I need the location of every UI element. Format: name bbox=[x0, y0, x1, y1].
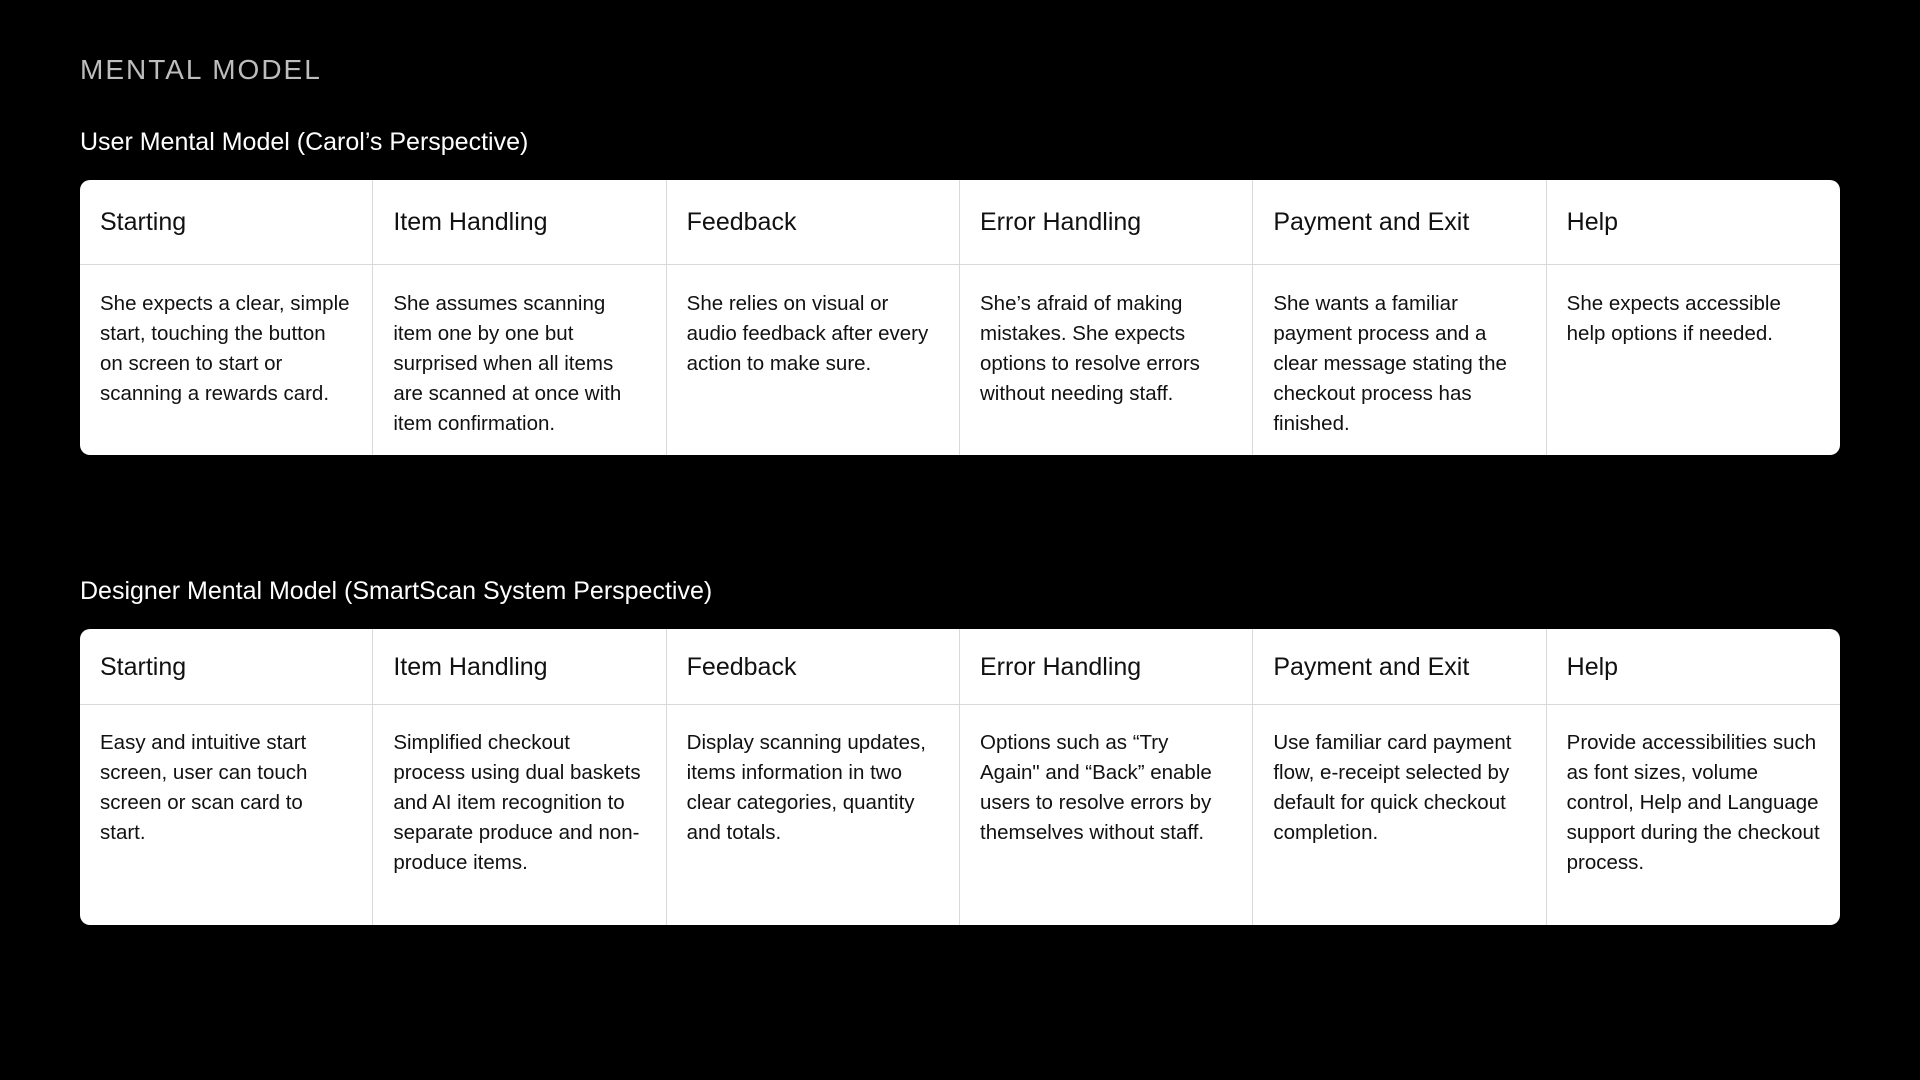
designer-model-title: Designer Mental Model (SmartScan System Perspective) bbox=[80, 577, 713, 605]
user-mental-model-table bbox=[80, 180, 1840, 455]
user-header-payment-and-exit: Payment and Exit bbox=[1253, 180, 1546, 265]
designer-body-error-handling: Options such as “Try Again" and “Back” enable users to resolve errors by themselves without staff. bbox=[960, 705, 1253, 925]
designer-header-error-handling: Error Handling bbox=[960, 629, 1253, 705]
designer-header-help: Help bbox=[1547, 629, 1840, 705]
page-label: MENTAL MODEL bbox=[80, 54, 322, 85]
user-body-error-handling: She’s afraid of making mistakes. She expects options to resolve errors without needing staff. bbox=[960, 265, 1253, 455]
designer-body-payment-and-exit: Use familiar card payment flow, e-receipt selected by default for quick checkout completion. bbox=[1253, 705, 1546, 925]
user-model-title: User Mental Model (Carol’s Perspective) bbox=[80, 128, 529, 156]
user-header-error-handling: Error Handling bbox=[960, 180, 1253, 265]
designer-header-item-handling: Item Handling bbox=[373, 629, 666, 705]
designer-body-starting: Easy and intuitive start screen, user can touch screen or scan card to start. bbox=[80, 705, 373, 925]
user-header-item-handling: Item Handling bbox=[373, 180, 666, 265]
designer-mental-model-table bbox=[80, 629, 1840, 925]
designer-body-feedback: Display scanning updates, items information in two clear categories, quantity and totals. bbox=[667, 705, 960, 925]
user-header-help: Help bbox=[1547, 180, 1840, 265]
designer-header-feedback: Feedback bbox=[667, 629, 960, 705]
designer-header-starting: Starting bbox=[80, 629, 373, 705]
user-body-starting: She expects a clear, simple start, touching the button on screen to start or scanning a rewards card. bbox=[80, 265, 373, 455]
user-body-payment-and-exit: She wants a familiar payment process and a clear message stating the checkout process has finished. bbox=[1253, 265, 1546, 455]
user-body-feedback: She relies on visual or audio feedback after every action to make sure. bbox=[667, 265, 960, 455]
user-header-starting: Starting bbox=[80, 180, 373, 265]
designer-body-item-handling: Simplified checkout process using dual baskets and AI item recognition to separate produce and non-produce items. bbox=[373, 705, 666, 925]
designer-body-help: Provide accessibilities such as font sizes, volume control, Help and Language support during the checkout process. bbox=[1566, 731, 1820, 874]
user-body-item-handling: She assumes scanning item one by one but surprised when all items are scanned at once with item confirmation. bbox=[373, 265, 666, 455]
user-header-feedback: Feedback bbox=[667, 180, 960, 265]
user-body-help: She expects accessible help options if needed. bbox=[1566, 292, 1781, 345]
designer-header-payment-and-exit: Payment and Exit bbox=[1253, 629, 1546, 705]
